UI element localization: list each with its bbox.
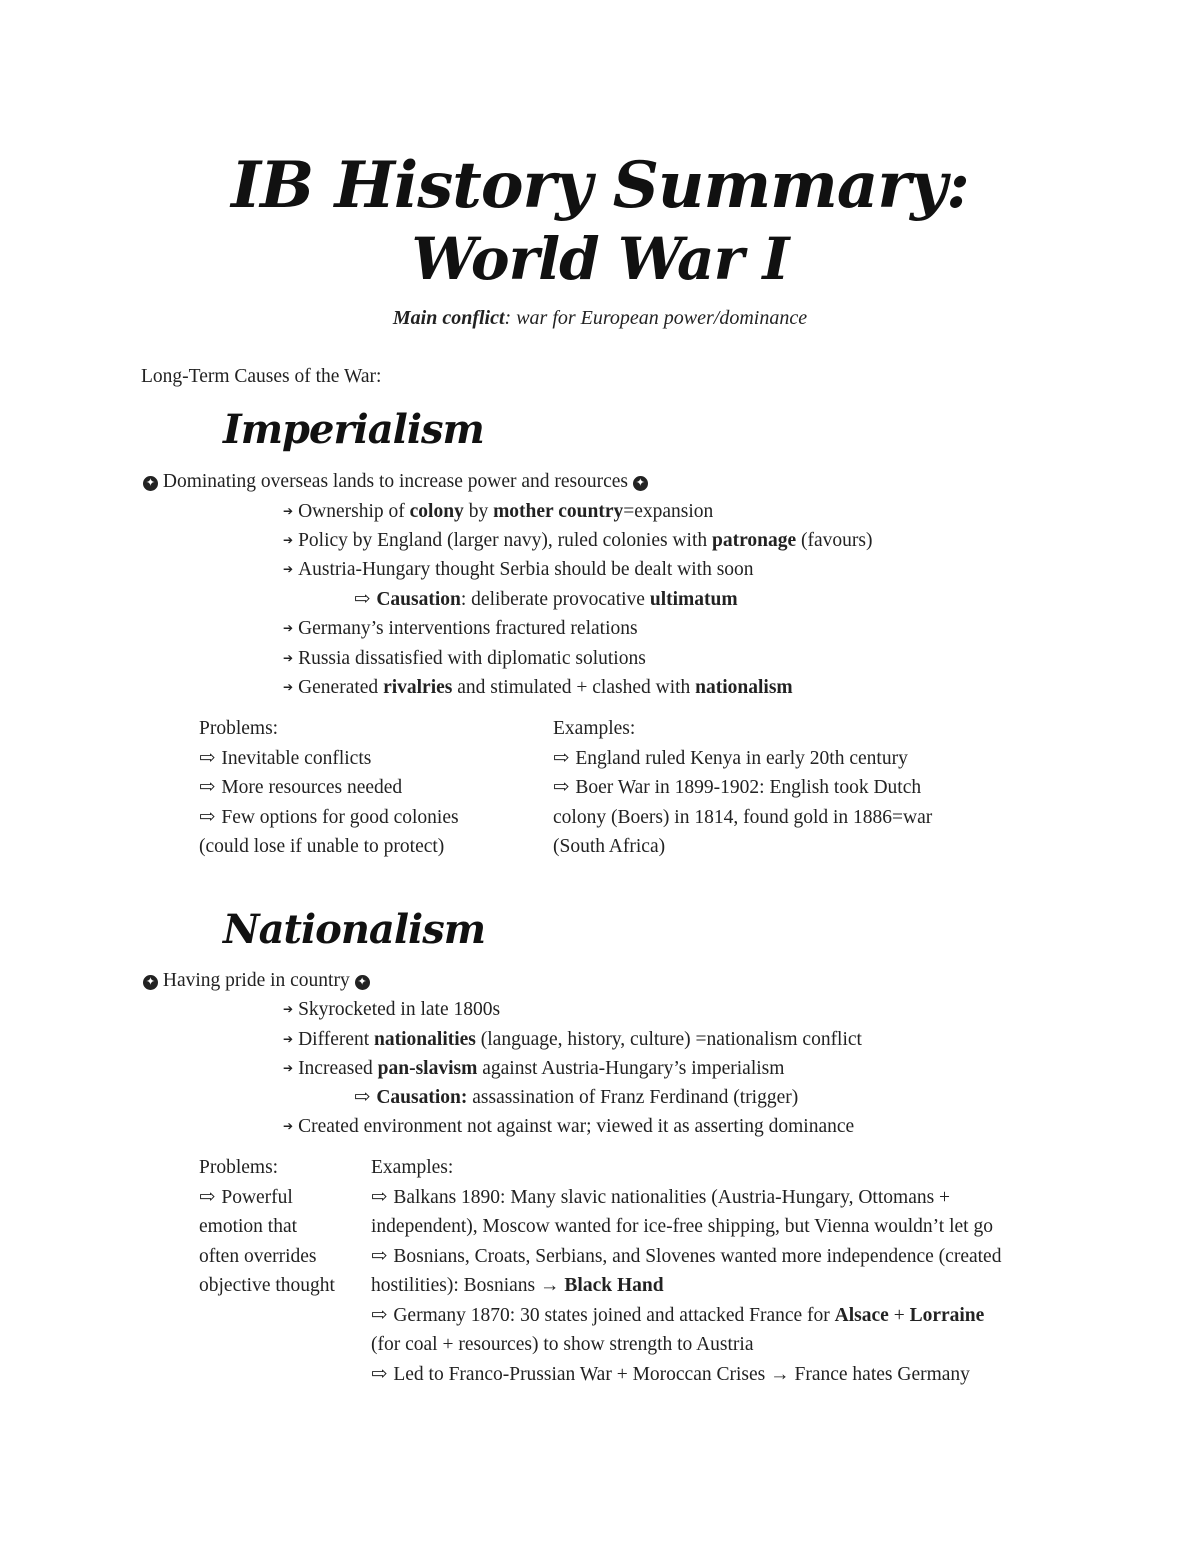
text: Skyrocketed in late 1800s [298,999,501,1020]
title-line-2: World War I [411,225,789,293]
example-item [553,773,932,803]
subtitle-label: Main conflict [392,307,505,329]
example-item [371,1301,1001,1331]
text: hostilities): Bosnians → [371,1275,565,1296]
nationalism-problems [199,1153,335,1301]
imperialism-bullet-2 [283,526,872,556]
arrow-bullet-icon: ➔ [283,1032,294,1046]
subtitle-text: : war for European power/dominance [504,307,808,329]
nationalism-bullet-1 [283,995,500,1025]
nationalism-heading: Nationalism [223,906,486,953]
imperialism-problems [199,714,459,862]
text: Created environment not against war; viewed it as asserting dominance [298,1116,855,1137]
hollow-arrow-icon: ⇨ [199,1186,216,1208]
text: Austria-Hungary thought Serbia should be dealt with soon [298,559,754,580]
bold-text: Alsace [834,1304,889,1326]
arrow-bullet-icon: ➔ [283,1119,294,1133]
text: Few options for good colonies [221,806,459,828]
example-item-cont [371,1271,1001,1301]
text: Different [298,1029,375,1050]
arrow-bullet-icon: ➔ [283,533,294,547]
example-item-cont: (South Africa) [553,836,666,857]
imperialism-bullet-3 [283,555,754,585]
arrow-bullet-icon: ➔ [283,680,294,694]
text: =expansion [623,501,714,522]
nationalism-bullet-3 [283,1054,784,1084]
arrow-bullet-icon: ➔ [283,621,294,635]
problem-item [199,773,459,803]
problem-item [199,803,459,833]
example-item-cont: colony (Boers) in 1814, found gold in 1886=war [553,806,933,828]
text: More resources needed [221,777,403,798]
star-bullet-icon: ✦ [143,476,158,491]
bold-text: mother country [493,501,624,522]
examples-label: Examples: [371,1157,454,1178]
bold-text: rivalries [383,677,453,698]
star-bullet-icon: ✦ [355,975,370,990]
bold-text: patronage [711,530,797,551]
bold-text: pan-slavism [377,1058,478,1079]
example-item-cont: independent), Moscow wanted for ice-free shipping, but Vienna wouldn’t let go [371,1216,993,1237]
bold-text: nationalism [695,677,793,698]
text: Increased [298,1058,378,1079]
bold-text: colony [409,501,464,522]
problem-item-cont: often overrides [199,1245,317,1267]
text: England ruled Kenya in early 20th century [575,747,908,769]
hollow-arrow-icon: ⇨ [199,806,216,828]
star-bullet-icon: ✦ [633,476,648,491]
subtitle [0,304,1200,332]
text: : deliberate provocative [460,589,650,610]
text: Russia dissatisfied with diplomatic solutions [298,648,646,669]
example-item-cont: (for coal + resources) to show strength to Austria [371,1334,754,1355]
bold-text: Causation [376,589,461,610]
text: Germany 1870: 30 states joined and attacked France for [393,1304,835,1326]
arrow-bullet-icon: ➔ [283,1002,294,1016]
text: Boer War in 1899-1902: English took Dutch [575,777,922,798]
problem-item [199,744,459,774]
imperialism-bullet-1 [283,497,713,527]
imperialism-examples [553,714,932,862]
problem-item-cont: (could lose if unable to protect) [199,836,445,857]
arrow-bullet-icon: ➔ [283,651,294,665]
text: Policy by England (larger navy), ruled colonies with [298,530,712,551]
hollow-arrow-icon: ⇨ [199,777,216,798]
problem-item-cont: objective thought [199,1275,335,1296]
text: + [888,1304,910,1326]
hollow-arrow-icon: ⇨ [371,1245,388,1267]
text: Powerful [221,1186,293,1208]
hollow-arrow-icon: ⇨ [553,777,570,798]
imperialism-heading: Imperialism [223,406,484,453]
nationalism-causation [354,1083,798,1113]
nationalism-bullet-2 [283,1025,862,1055]
imperialism-summary [143,467,648,497]
hollow-arrow-icon: ⇨ [354,589,371,610]
hollow-arrow-icon: ⇨ [371,1363,388,1385]
text: Balkans 1890: Many slavic nationalities (Austria-Hungary, Ottomans + [393,1186,951,1208]
nationalism-summary [143,966,370,996]
hollow-arrow-icon: ⇨ [199,747,216,769]
nationalism-examples [371,1153,1001,1389]
example-item [371,1183,1001,1213]
intro-text: Long-Term Causes of the War: [141,366,382,387]
text: Led to Franco-Prussian War + Moroccan Crises → France hates Germany [393,1363,970,1385]
example-item [371,1360,1001,1390]
hollow-arrow-icon: ⇨ [553,747,570,769]
text: (favours) [796,530,873,551]
bold-text: ultimatum [649,589,738,610]
bold-text: Causation: [376,1087,468,1108]
text: by [463,501,494,522]
bold-text: nationalities [374,1029,476,1050]
examples-label: Examples: [553,718,636,739]
problems-label: Problems: [199,1157,279,1178]
text: and stimulated + clashed with [452,677,696,698]
text: Inevitable conflicts [221,747,372,769]
text: Bosnians, Croats, Serbians, and Slovenes wanted more independence (created [393,1245,1002,1267]
text: (language, history, culture) =nationalism conflict [475,1029,862,1050]
imperialism-summary-text: Dominating overseas lands to increase power and resources [162,471,629,492]
text: assassination of Franz Ferdinand (trigger) [467,1087,799,1108]
hollow-arrow-icon: ⇨ [371,1304,388,1326]
text: Ownership of [298,501,410,522]
hollow-arrow-icon: ⇨ [371,1186,388,1208]
hollow-arrow-icon: ⇨ [354,1087,371,1108]
example-item [553,744,932,774]
text: against Austria-Hungary’s imperialism [477,1058,785,1079]
imperialism-bullet-4 [283,614,638,644]
imperialism-causation [354,585,738,615]
problems-label: Problems: [199,718,279,739]
arrow-bullet-icon: ➔ [283,562,294,576]
title-line-1: IB History Summary: [231,148,969,223]
bold-text: Black Hand [564,1275,664,1296]
arrow-bullet-icon: ➔ [283,504,294,518]
nationalism-summary-text: Having pride in country [162,970,350,991]
text: Generated [298,677,384,698]
star-bullet-icon: ✦ [143,975,158,990]
problem-item-cont: emotion that [199,1216,298,1237]
problem-item [199,1183,335,1213]
nationalism-bullet-4 [283,1112,854,1142]
imperialism-bullet-5 [283,644,646,674]
text: Germany’s interventions fractured relations [298,618,638,639]
bold-text: Lorraine [909,1304,985,1326]
imperialism-bullet-6 [283,673,793,703]
arrow-bullet-icon: ➔ [283,1061,294,1075]
example-item [371,1242,1001,1272]
